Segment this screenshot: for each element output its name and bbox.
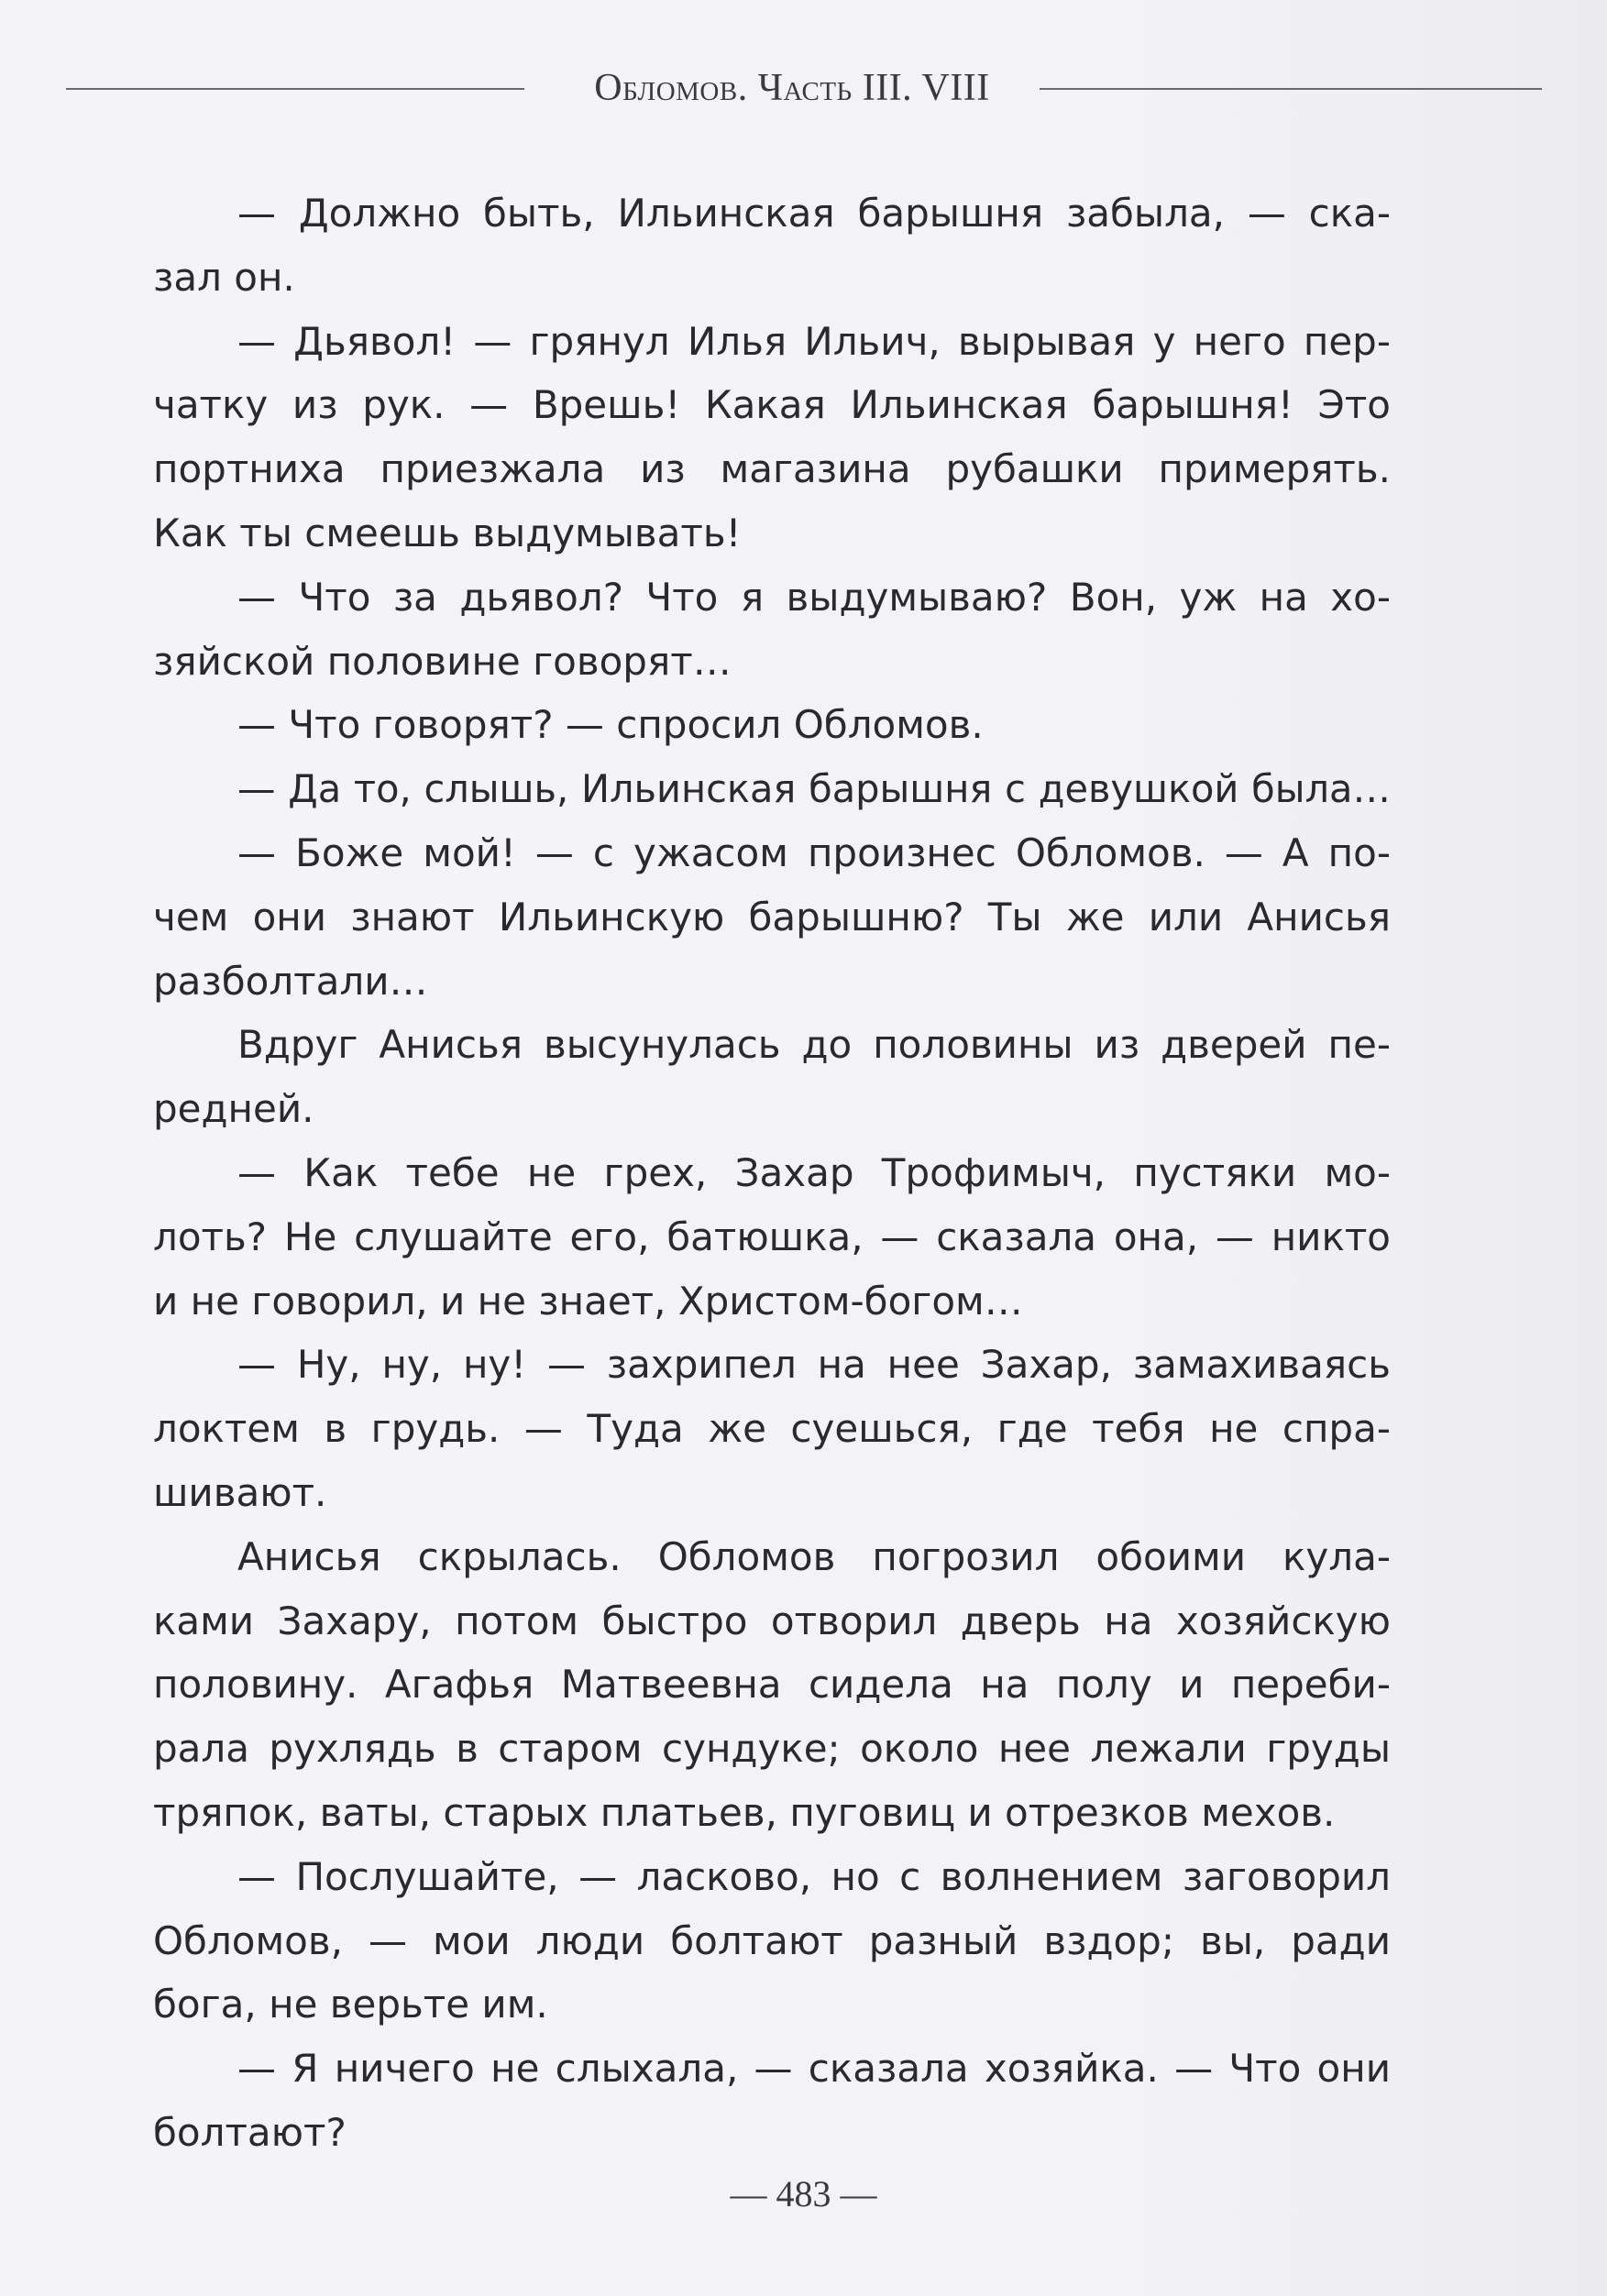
text-line: и не говорил, и не знает, Христом-богом… [153, 1278, 1023, 1324]
text-line: болтают? [153, 2109, 347, 2155]
text-line: рала рухлядь в старом сундуке; около нее лежали груды [153, 1726, 1391, 1772]
text-line: редней. [153, 1086, 314, 1132]
text-line: — Да то, слышь, Ильинская барышня с девушкой была… [237, 766, 1391, 812]
header-rule-right [1040, 88, 1542, 90]
text-line: — Ну, ну, ну! — захрипел на нее Захар, замахиваясь [237, 1342, 1391, 1388]
text-line: Как ты смеешь выдумывать! [153, 510, 742, 555]
text-line: Обломов, — мои люди болтают разный вздор; вы, ради [153, 1917, 1391, 1963]
text-line: — Дьявол! — грянул Илья Ильич, вырывая у него пер- [237, 318, 1391, 364]
text-line: — Я ничего не слыхала, — сказала хозяйка. — Что они [237, 2046, 1391, 2092]
text-line: зал он. [153, 254, 295, 300]
text-line: разболтали… [153, 958, 428, 1004]
text-line: бога, не верьте им. [153, 1982, 548, 2027]
running-title: Обломов. Часть III. VIII [594, 67, 990, 109]
header-rule-left [66, 88, 524, 90]
text-line: тряпок, ваты, старых платьев, пуговиц и отрезков мехов. [153, 1789, 1336, 1835]
text-line: чатку из рук. — Врешь! Какая Ильинская барышня! Это [153, 382, 1391, 428]
page-number: — 483 — [730, 2173, 877, 2214]
text-line: — Как тебе не грех, Захар Трофимыч, пустяки мо- [237, 1149, 1391, 1195]
text-line: шивают. [153, 1469, 327, 1515]
text-line: лоть? Не слушайте его, батюшка, — сказала она, — никто [153, 1214, 1391, 1259]
text-line: — Должно быть, Ильинская барышня забыла, — ска- [237, 191, 1391, 236]
running-header [66, 62, 1542, 117]
text-line: — Боже мой! — с ужасом произнес Обломов. — А по- [237, 829, 1391, 875]
text-line: Вдруг Анисья высунулась до половины из дверей пе- [237, 1022, 1391, 1068]
text-line: — Что говорят? — спросил Обломов. [237, 702, 984, 748]
text-line: зяйской половине говорят… [153, 638, 732, 684]
text-line: Анисья скрылась. Обломов погрозил обоими кула- [237, 1533, 1391, 1579]
text-line: чем они знают Ильинскую барышню? Ты же или Анисья [153, 894, 1391, 939]
text-line: ками Захару, потом быстро отворил дверь на хозяйскую [153, 1598, 1391, 1643]
text-line: локтем в грудь. — Туда же суешься, где тебя не спра- [153, 1406, 1391, 1452]
body-text [153, 181, 1391, 2165]
text-line: портниха приезжала из магазина рубашки примерять. [153, 446, 1391, 492]
text-line: — Послушайте, — ласково, но с волнением заговорил [237, 1853, 1391, 1899]
text-line: половину. Агафья Матвеевна сидела на полу и переби- [153, 1662, 1391, 1708]
text-line: — Что за дьявол? Что я выдумываю? Вон, уж на хо- [237, 574, 1391, 620]
